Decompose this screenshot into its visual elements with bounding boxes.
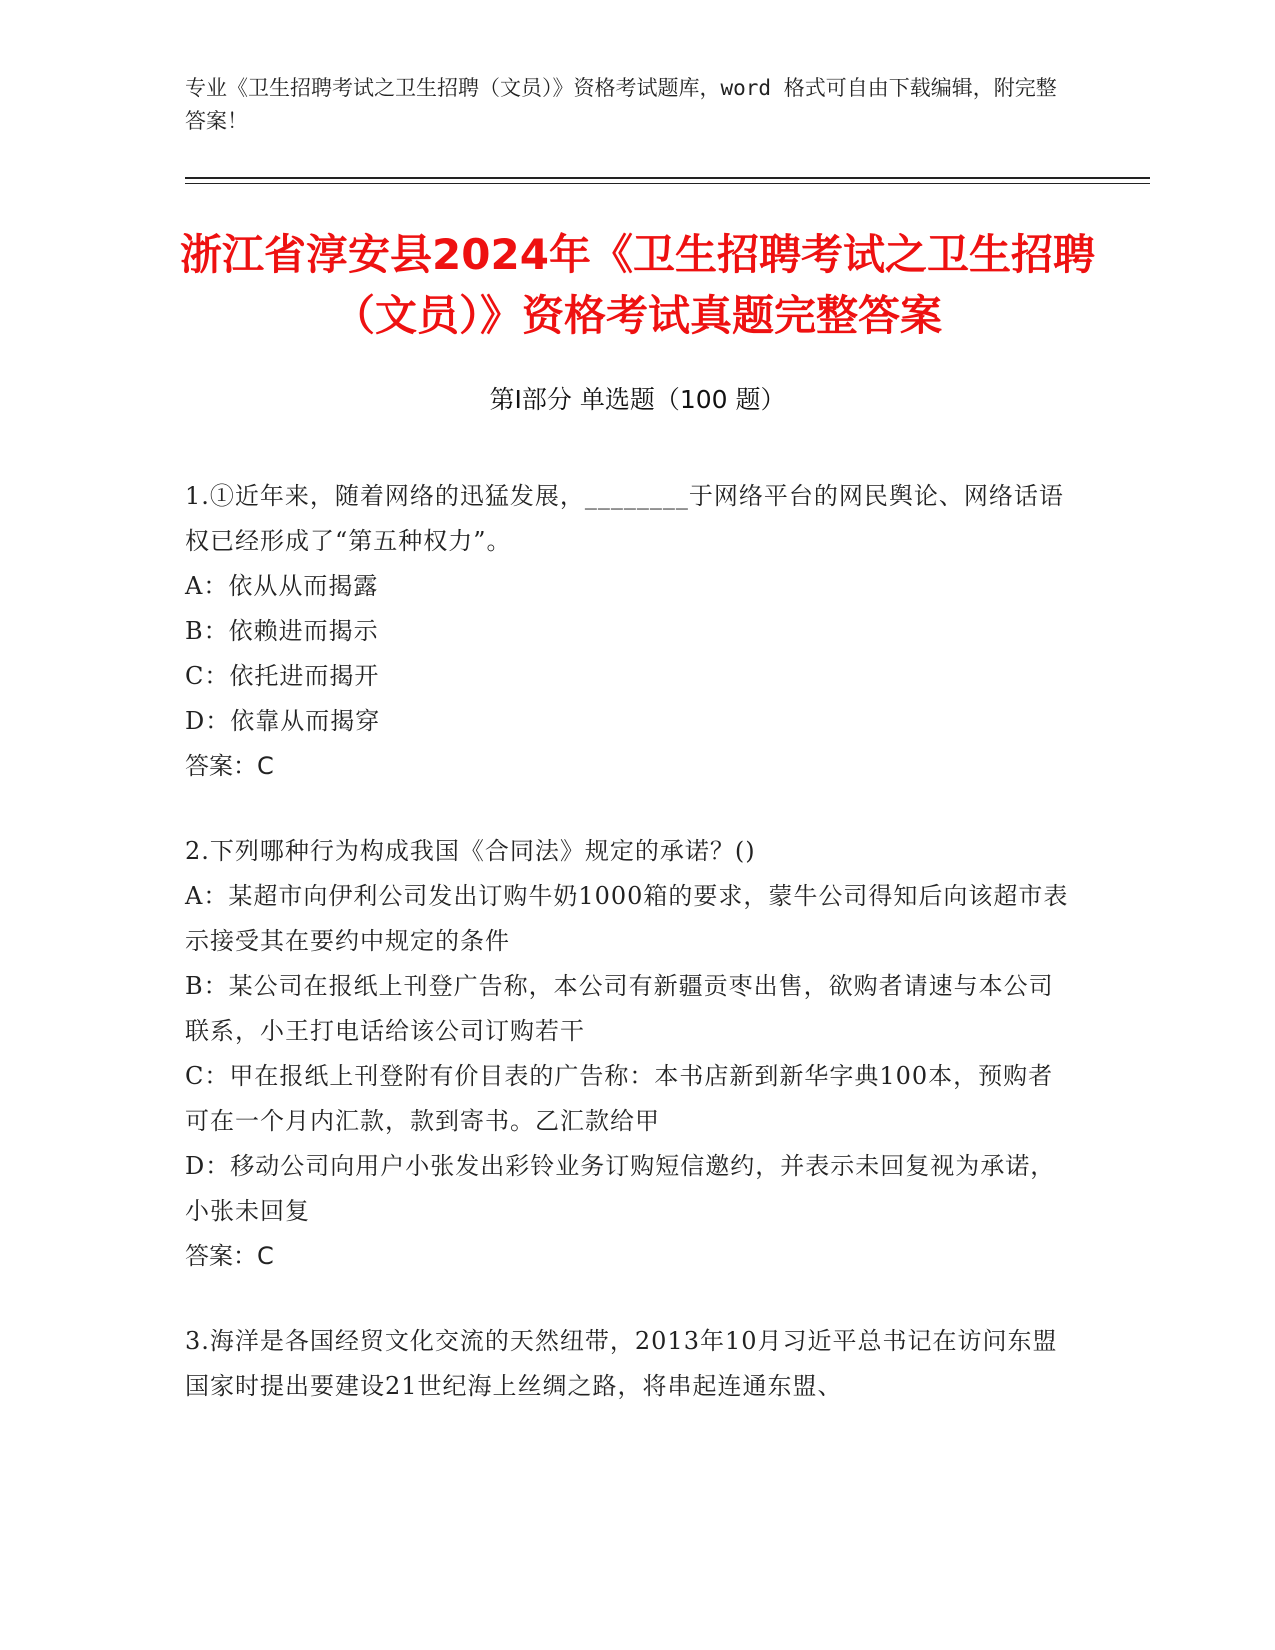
option-c: C：甲在报纸上刊登附有价目表的广告称：本书店新到新华字典100本，预购者可在一个月内汇款，款到寄书。乙汇款给甲 — [185, 1062, 1054, 1135]
header-divider-thin — [185, 183, 1150, 184]
question-3 — [185, 1319, 1070, 1409]
option-b: B：依赖进而揭示 — [185, 617, 379, 645]
question-list — [185, 474, 1070, 1449]
question-text: 2.下列哪种行为构成我国《合同法》规定的承诺？() — [185, 837, 756, 865]
section-title: 第Ⅰ部分 单选题（100 题） — [489, 385, 786, 414]
document-title: 浙江省淳安县2024年《卫生招聘考试之卫生招聘（文员）》资格考试真题完整答案 — [180, 230, 1095, 340]
option-a: A：某超市向伊利公司发出订购牛奶1000箱的要求，蒙牛公司得知后向该超市表示接受其在要约中规定的条件 — [185, 882, 1069, 955]
question-text: 3.海洋是各国经贸文化交流的天然纽带，2013年10月习近平总书记在访问东盟国家时提出要建设21世纪海上丝绸之路，将串起连通东盟、 — [185, 1327, 1058, 1400]
question-2 — [185, 829, 1070, 1279]
option-d: D：移动公司向用户小张发出彩铃业务订购短信邀约，并表示未回复视为承诺，小张未回复 — [185, 1152, 1056, 1225]
question-1 — [185, 474, 1070, 789]
answer: 答案：C — [185, 752, 274, 780]
header-divider-thick — [185, 177, 1150, 179]
question-text: 1.①近年来，随着网络的迅猛发展，________于网络平台的网民舆论、网络话语权已经形成了“第五种权力”。 — [185, 482, 1064, 555]
option-a: A：依从从而揭露 — [185, 572, 379, 600]
option-b: B：某公司在报纸上刊登广告称，本公司有新疆贡枣出售，欲购者请速与本公司联系，小王打电话给该公司订购若干 — [185, 972, 1054, 1045]
answer: 答案：C — [185, 1242, 274, 1270]
option-c: C：依托进而揭开 — [185, 662, 380, 690]
header-note: 专业《卫生招聘考试之卫生招聘（文员）》资格考试题库，word 格式可自由下载编辑，附完整答案！ — [185, 76, 1057, 133]
option-d: D：依靠从而揭穿 — [185, 707, 381, 735]
